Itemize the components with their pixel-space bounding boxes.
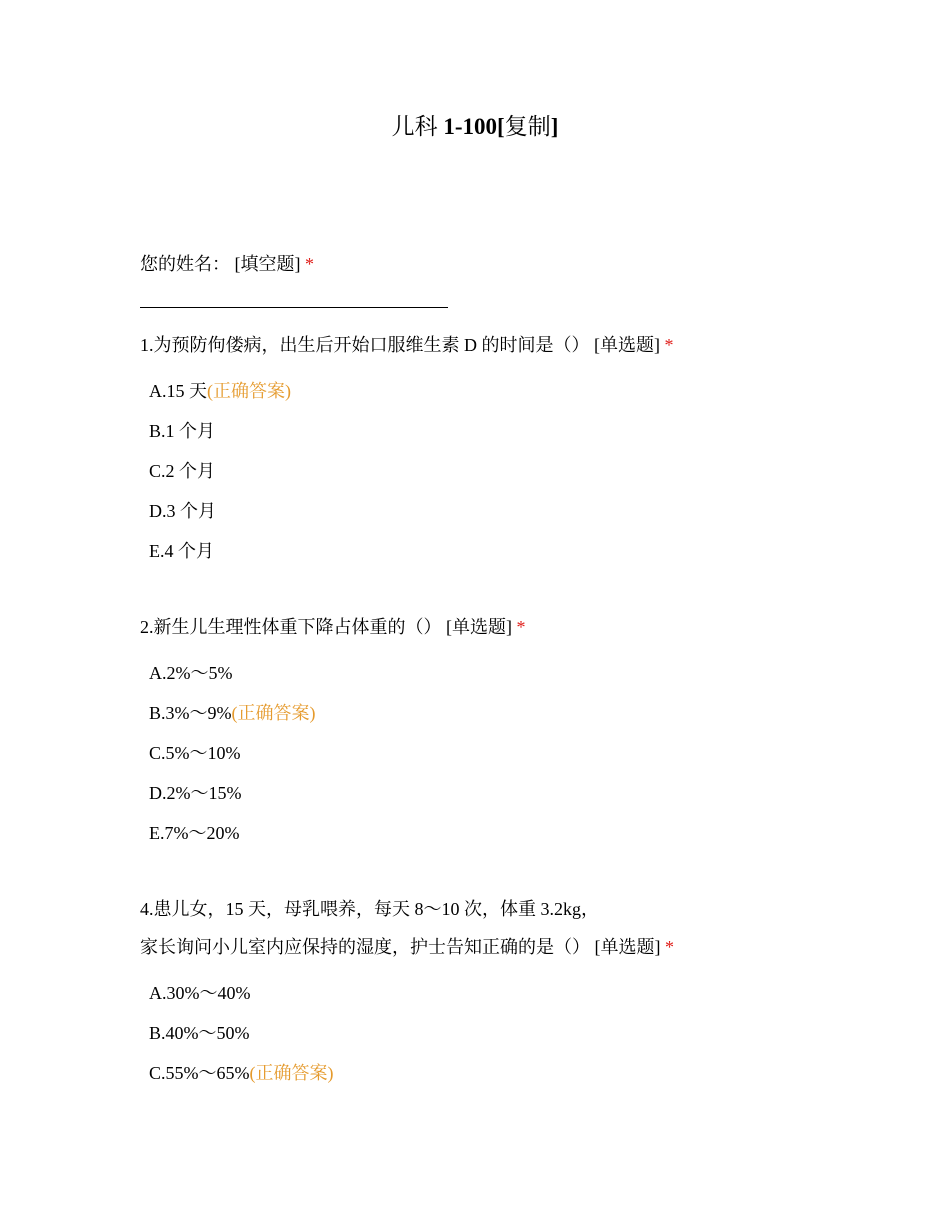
option-2c[interactable] bbox=[149, 741, 241, 765]
question-4-line2 bbox=[140, 935, 674, 959]
question-4-line1 bbox=[140, 897, 599, 921]
option-2e[interactable] bbox=[149, 821, 239, 845]
required-mark: * bbox=[516, 617, 526, 637]
option-2b[interactable] bbox=[149, 701, 316, 725]
option-1e[interactable] bbox=[149, 539, 214, 563]
required-mark: * bbox=[664, 335, 674, 355]
option-1c[interactable] bbox=[149, 459, 215, 483]
title-range: 1-100[ bbox=[443, 114, 505, 139]
name-label: 您的姓名： bbox=[140, 254, 230, 274]
question-type: [单选题] bbox=[594, 335, 660, 355]
title-text: 儿科 bbox=[391, 114, 444, 139]
required-mark: * bbox=[665, 937, 674, 957]
title-copy: 复制 bbox=[504, 114, 551, 139]
correct-answer-tag: (正确答案) bbox=[231, 703, 316, 723]
option-4c[interactable] bbox=[149, 1061, 334, 1085]
option-label: E.7%～20% bbox=[149, 823, 240, 843]
option-2a[interactable] bbox=[149, 661, 233, 685]
question-text: 4.患儿女，15 天，母乳喂养，每天 8～10 次，体重 3.2kg， bbox=[140, 899, 599, 919]
option-label: C.55%～65% bbox=[149, 1063, 250, 1083]
option-label: D.3 个月 bbox=[149, 501, 216, 521]
option-label: E.4 个月 bbox=[149, 541, 214, 561]
option-label: D.2%～15% bbox=[149, 783, 242, 803]
option-label: A.30%～40% bbox=[149, 983, 251, 1003]
question-text: 2.新生儿生理性体重下降占体重的（） bbox=[140, 617, 442, 637]
question-type: [单选题] bbox=[446, 617, 512, 637]
question-2 bbox=[140, 615, 526, 639]
title-bracket: ] bbox=[550, 114, 559, 139]
option-label: B.1 个月 bbox=[149, 421, 216, 441]
name-input-line[interactable] bbox=[140, 307, 448, 308]
required-mark: * bbox=[305, 254, 314, 274]
name-question bbox=[140, 252, 314, 276]
question-text: 家长询问小儿室内应保持的湿度，护士告知正确的是（） bbox=[140, 937, 590, 957]
option-1b[interactable] bbox=[149, 419, 215, 443]
question-text: 1.为预防佝偻病，出生后开始口服维生素 D 的时间是（） bbox=[140, 335, 590, 355]
option-label: A.2%～5% bbox=[149, 663, 233, 683]
option-4a[interactable] bbox=[149, 981, 251, 1005]
option-1a[interactable] bbox=[149, 379, 291, 403]
question-type: [单选题] bbox=[594, 937, 661, 957]
option-label: C.2 个月 bbox=[149, 461, 216, 481]
option-label: B.3%～9% bbox=[149, 703, 232, 723]
correct-answer-tag: (正确答案) bbox=[249, 1063, 334, 1083]
option-1d[interactable] bbox=[149, 499, 216, 523]
option-4b[interactable] bbox=[149, 1021, 250, 1045]
page-title bbox=[0, 112, 950, 142]
option-label: B.40%～50% bbox=[149, 1023, 250, 1043]
option-label: C.5%～10% bbox=[149, 743, 241, 763]
option-label: A.15 天 bbox=[149, 381, 207, 401]
question-type: [填空题] bbox=[234, 254, 301, 274]
correct-answer-tag: (正确答案) bbox=[207, 381, 291, 401]
option-2d[interactable] bbox=[149, 781, 242, 805]
question-1 bbox=[140, 333, 674, 357]
